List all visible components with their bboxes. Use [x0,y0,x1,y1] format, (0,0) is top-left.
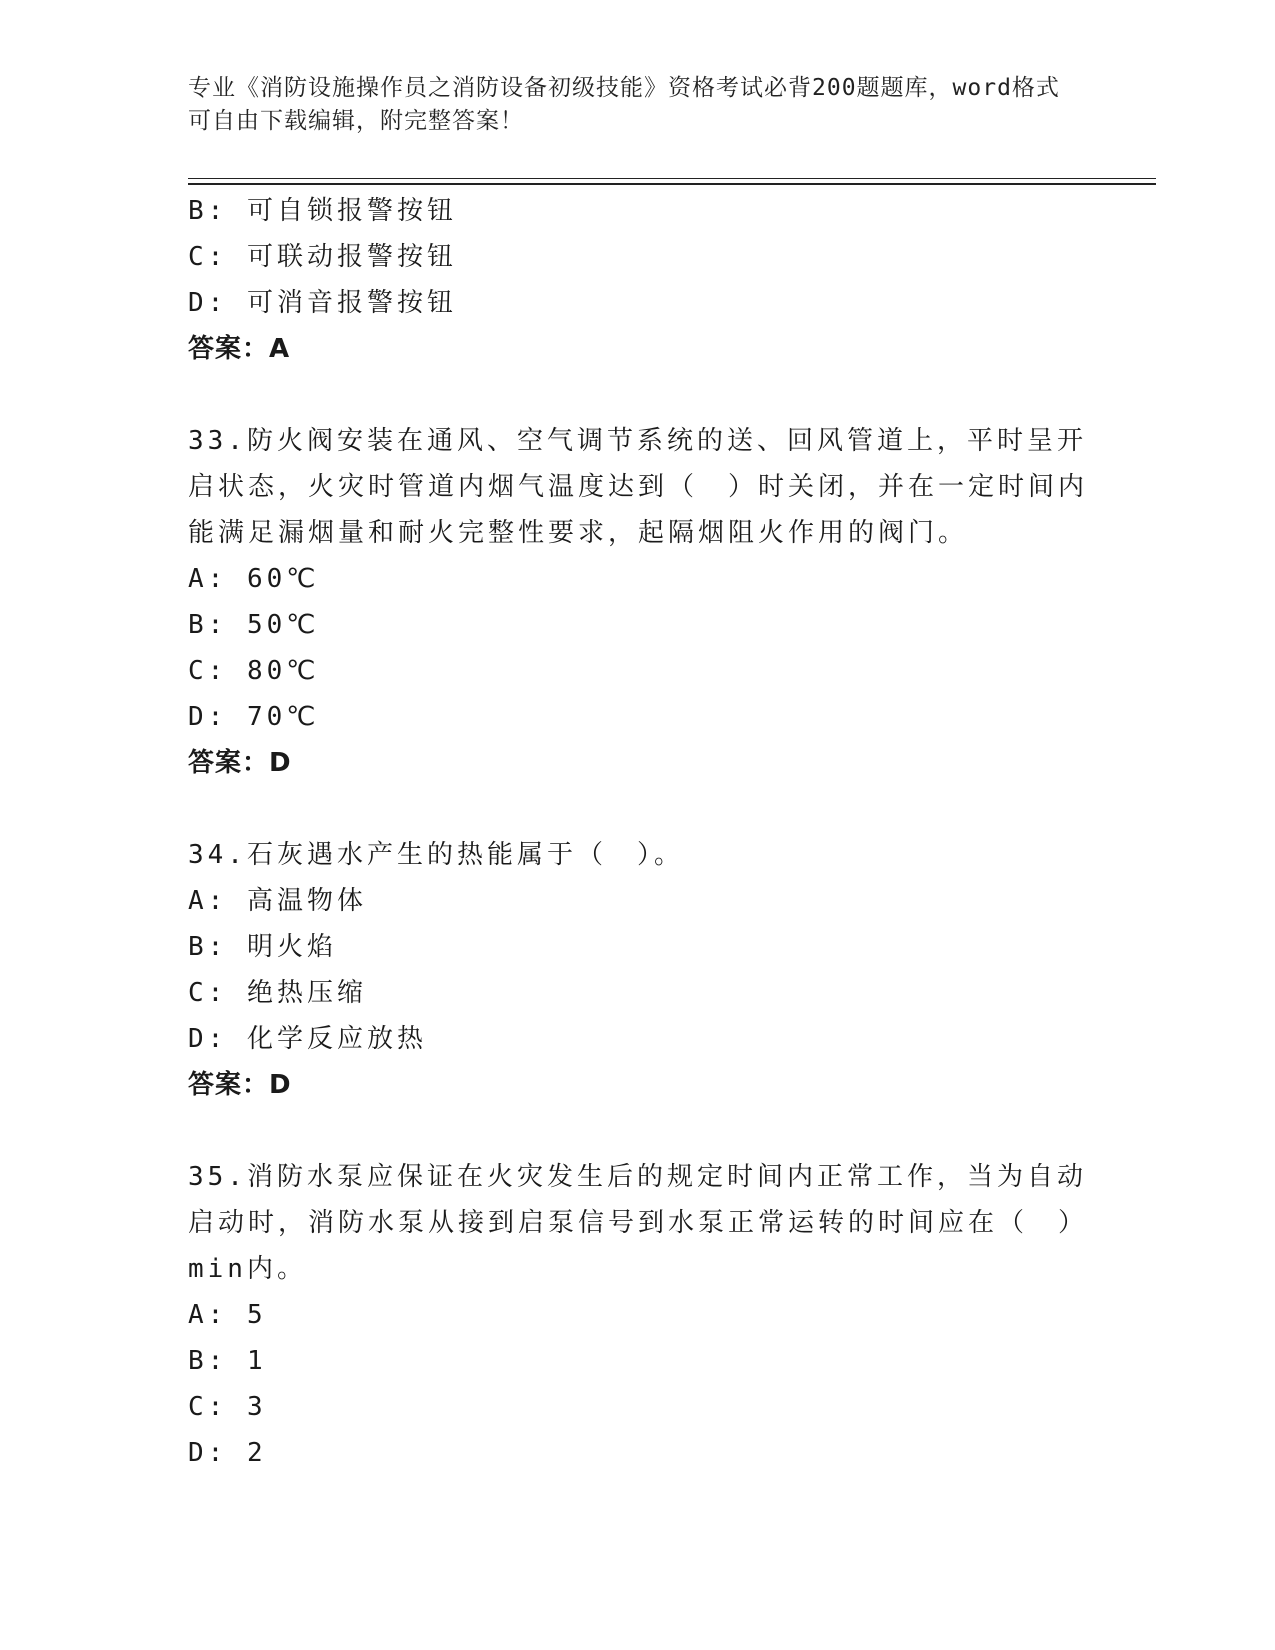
option-c: C: 80℃ [188,656,320,686]
header-divider-thick [188,183,1156,185]
question-list [188,188,1088,1476]
option-b: B: 50℃ [188,610,320,640]
option-d: D: 化学反应放热 [188,1024,427,1054]
answer-label: 答案：D [188,748,292,778]
option-b: B: 可自锁报警按钮 [188,196,457,226]
option-b: B: 1 [188,1346,267,1376]
question-33 [188,418,1088,786]
option-d: D: 可消音报警按钮 [188,288,457,318]
spacer [188,372,1088,418]
header-divider-thin [188,178,1156,179]
question-stem: 35.消防水泵应保证在火灾发生后的规定时间内正常工作，当为自动启动时，消防水泵从接到启泵信号到水泵正常运转的时间应在（ ）min内。 [188,1162,1089,1284]
spacer [188,786,1088,832]
question-stem: 34.石灰遇水产生的热能属于（ ）。 [188,840,684,870]
option-c: C: 3 [188,1392,267,1422]
option-c: C: 绝热压缩 [188,978,367,1008]
answer-label: 答案：D [188,1070,292,1100]
question-35 [188,1154,1088,1476]
question-34 [188,832,1088,1108]
option-d: D: 2 [188,1438,267,1468]
option-b: B: 明火焰 [188,932,337,962]
question-32-tail [188,188,1088,372]
document-header: 专业《消防设施操作员之消防设备初级技能》资格考试必背200题题库，word格式可自由下载编辑，附完整答案！ [188,75,1060,134]
answer-label: 答案：A [188,334,291,364]
option-a: A: 60℃ [188,564,320,594]
option-a: A: 5 [188,1300,267,1330]
spacer [188,1108,1088,1154]
option-a: A: 高温物体 [188,886,367,916]
option-c: C: 可联动报警按钮 [188,242,457,272]
question-stem: 33.防火阀安装在通风、空气调节系统的送、回风管道上，平时呈开启状态，火灾时管道内烟气温度达到（ ）时关闭，并在一定时间内能满足漏烟量和耐火完整性要求，起隔烟阻火作用的阀门。 [188,426,1089,548]
option-d: D: 70℃ [188,702,320,732]
